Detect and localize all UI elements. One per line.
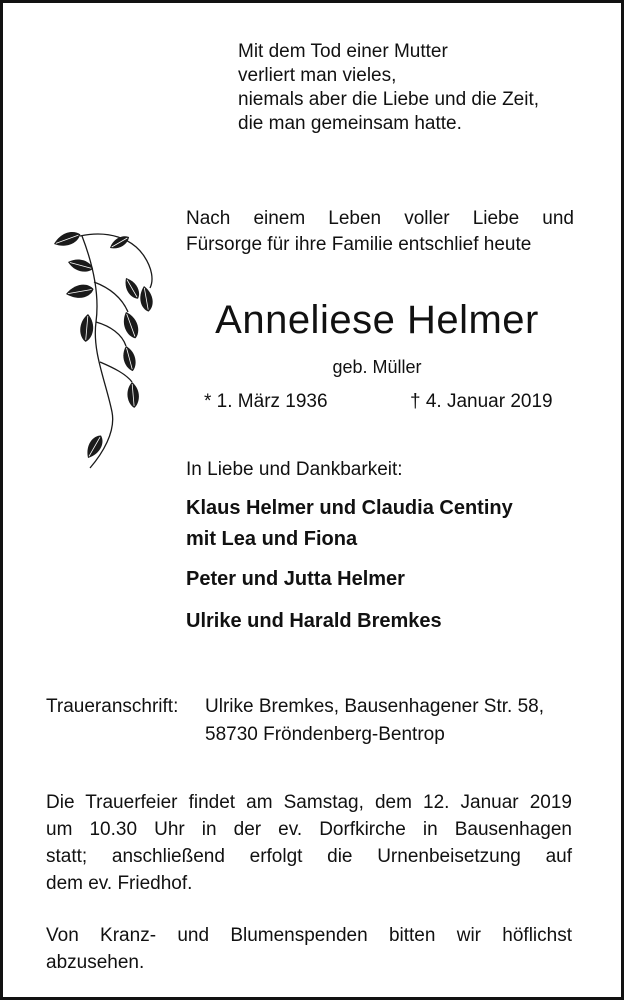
intro-text [186, 206, 574, 258]
ceremony-line: um 10.30 Uhr in der ev. Dorfkirche in Bausenhagen [46, 819, 572, 840]
poem-line: die man gemeinsam hatte. [238, 113, 462, 134]
mourner-family: Klaus Helmer und Claudia Centiny [186, 497, 513, 519]
poem-line: verliert man vieles, [238, 65, 397, 86]
birth-date: * 1. März 1936 [204, 391, 328, 412]
address-line: 58730 Fröndenberg-Bentrop [205, 724, 445, 745]
flowers-notice [46, 922, 572, 976]
mourner-family: mit Lea und Fiona [186, 528, 358, 550]
birch-leaves [52, 229, 155, 461]
intro-line: Fürsorge für ihre Familie entschlief heute [186, 234, 532, 255]
address [205, 693, 544, 749]
ceremony-line: statt; anschließend erfolgt die Urnenbeisetzung auf [46, 846, 572, 867]
poem [238, 40, 539, 136]
mourner-family: Peter und Jutta Helmer [186, 568, 405, 590]
death-date: † 4. Januar 2019 [410, 391, 553, 412]
birch-branch-illustration [30, 222, 170, 492]
ceremony-notice [46, 789, 572, 897]
ceremony-line: Die Trauerfeier findet am Samstag, dem 12. Januar 2019 [46, 792, 572, 813]
flowers-line: abzusehen. [46, 952, 145, 973]
address-label: Traueranschrift: [46, 696, 179, 717]
deceased-name: Anneliese Helmer [215, 298, 539, 342]
flowers-line: Von Kranz- und Blumenspenden bitten wir höflichst [46, 925, 572, 946]
poem-line: niemals aber die Liebe und die Zeit, [238, 89, 540, 110]
intro-line: Nach einem Leben voller Liebe und [186, 208, 574, 229]
maiden-name: geb. Müller [332, 357, 422, 377]
mourner-family: Ulrike und Harald Bremkes [186, 610, 442, 632]
mourners-intro: In Liebe und Dankbarkeit: [186, 459, 403, 480]
poem-line: Mit dem Tod einer Mutter [238, 41, 448, 62]
address-line: Ulrike Bremkes, Bausenhagener Str. 58, [205, 696, 545, 717]
ceremony-line: dem ev. Friedhof. [46, 873, 193, 894]
